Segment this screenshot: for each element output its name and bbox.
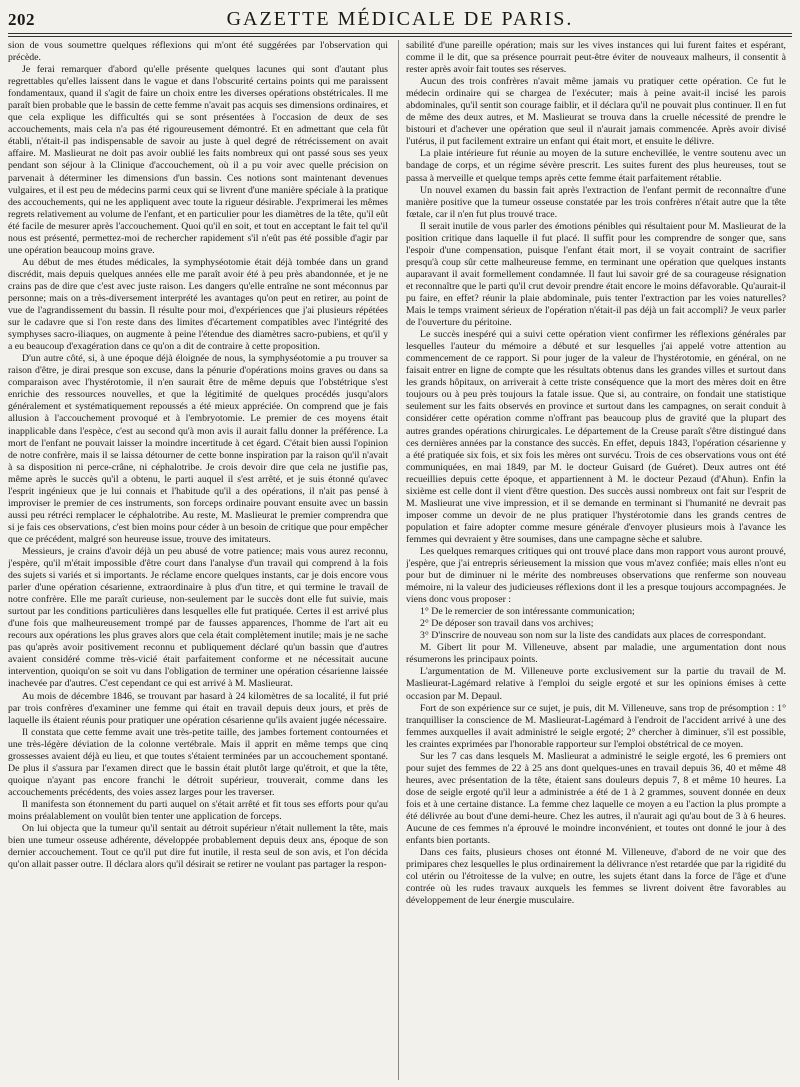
- paragraph: Je ferai remarquer d'abord qu'elle présente quelques lacunes qui sont d'autant plus regrettables qu'elles laissent dans le vague et dans l'obscurité certains points qui me paraissent fondamentaux, quand il s'agit de faire un choix entre les diverses opérations obstétricales. Il me paraît bien probable que le bassin de cette femme n'avait pas acquis ses dimensions ordinaires, et que cela explique les difficultés qui se sont présentées à l'occasion de deux de ses accouchements, mais cela n'a pas été rigoureusement démontré. Et en admettant que cela fût établi, n'était-il pas indispensable de savoir au juste à quel degré de rétrécissement on avait affaire. M. Maslieurat ne doit pas avoir oublié les faits nombreux qui ont passé sous ses yeux pendant son séjour à la Clinique d'accouchement, où il a pu voir avec quelle précision on parvenait à déterminer les dimensions d'un bassin. Ces notions sont maintenant devenues vulgaires, et il est peu de médecins parmi ceux qui se livrent d'une manière spéciale à la pratique des accouchements, qui ne les appliquent avec toute la rigueur désirable. J'exprimerai les mêmes regrets relativement au volume de l'enfant, et en particulier pour les diamètres de la tête, qu'il eût été facile de mesurer après l'accouchement. Quoi qu'il en soit, et tout en acceptant le fait tel qu'il nous est présenté, permettez-moi de rechercher rapidement s'il n'eût pas été possible d'agir par une opération beaucoup moins grave.: [8, 64, 388, 256]
- left-column: [8, 40, 388, 1080]
- paragraph: Au mois de décembre 1846, se trouvant par hasard à 24 kilomètres de sa localité, il fut prié par trois confrères d'examiner une femme qui était en travail depuis deux jours, et près de laquelle ils étaient réunis pour pratiquer une opération césarienne qu'ils avaient jugée nécessaire.: [8, 690, 388, 726]
- paragraph: Il manifesta son étonnement du parti auquel on s'était arrêté et fit tous ses efforts pour qu'au moins préalablement on voulût bien tenter une application de forceps.: [8, 798, 388, 822]
- paragraph: M. Gibert lit pour M. Villeneuve, absent par maladie, une argumentation dont nous résumerons les principaux points.: [406, 642, 786, 666]
- paragraph: Les quelques remarques critiques qui ont trouvé place dans mon rapport vous auront prouvé, j'espère, que j'ai entrepris sérieusement la mission que vous m'avez confiée; mais elles n'ont eu pour but de diminuer ni le mérite des nombreuses observations que renferme son nouveau mémoire, ni la valeur des judicieuses réflexions dont il les a presque toujours accompagnées. Je viens donc vous proposer :: [406, 545, 786, 606]
- paragraph: Au début de mes études médicales, la symphyséotomie était déjà tombée dans un grand discrédit, mais depuis quelques années elle me paraît avoir été à peu près abandonnée, et je ne crains pas de dire que c'est avec juste raison. Les dangers qu'elle entraîne ne sont méconnus par personne; mais on a très-diversement interprété les avantages qu'on peut en retirer, au point de vue de l'agrandissement du bassin. Il résulte pour moi, d'expériences que j'ai plusieurs répétées sur le cadavre que si l'on reste dans des limites d'écartement compatibles avec l'intégrité des symphyses sacro-iliaques, on augmente à peine l'étendue des diamètres sacro-pubiens, et qu'il y a eu beaucoup d'exagération dans ce qu'on a dit de contraire à cette proposition.: [8, 256, 388, 353]
- paragraph: Dans ces faits, plusieurs choses ont étonné M. Villeneuve, d'abord de ne voir que des primipares chez lesquelles le plus ordinairement la délivrance n'est retardée que par la rigidité du col utérin ou l'étroitesse de la vulve; en outre, les sujets étant dans la force de l'âge et d'une contrée où les rudes travaux auxquels les femmes se livrent doivent être favorables au développement de leur énergie musculaire.: [406, 847, 786, 907]
- paragraph: L'argumentation de M. Villeneuve porte exclusivement sur la partie du travail de M. Maslieurat-Lagémard relative à l'emploi du seigle ergoté et sur les opinions émises à cette occasion par M. Depaul.: [406, 666, 786, 702]
- list-item: 1° De le remercier de son intéressante communication;: [420, 606, 635, 618]
- paragraph: La plaie intérieure fut réunie au moyen de la suture enchevillée, le ventre soutenu avec un bandage de corps, et un régime sévère prescrit. Les suites furent des plus heureuses, tout se passa à merveille et quelque temps après cette femme était parfaitement rétablie.: [406, 148, 786, 184]
- paragraph: Il constata que cette femme avait une très-petite taille, des jambes fortement contournées et une très-légère déviation de la colonne vertébrale. Mais il apprit en même temps que cinq grossesses avaient déjà eu lieu, et que toutes s'étaient terminées par un accouchement spontané. De plus il s'assura par l'examen direct que le bassin était plutôt large qu'étroit, et que la tête, quoique n'ayant pas encore franchi le détroit supérieur, trouverait, comme dans les accouchements précédents, des voies assez larges pour les traverser.: [8, 726, 388, 798]
- paragraph: Sur les 7 cas dans lesquels M. Maslieurat a administré le seigle ergoté, les 6 premiers ont pour sujet des femmes de 22 à 25 ans dont quelques-unes en travail depuis 36, 40 et même 48 heures, avec présentation de la tête, étaient sans douleurs depuis 7, 8 et même 10 heures. La dose de seigle ergoté qu'il leur a administrée a été de 1 à 2 grammes, souvent donnée en deux fois et à une certaine distance. La femme chez laquelle ce moyen a eu l'action la plus prompte a été délivrée au bout d'une demi-heure. Chez les autres, il n'aurait agi qu'au bout de 3 à 6 heures. Aucune de ces femmes n'a éprouvé le moindre inconvénient, et toutes ont donné le jour à des enfants bien portants.: [406, 750, 786, 847]
- paragraph: Fort de son expérience sur ce sujet, je puis, dit M. Villeneuve, sans trop de présomption : 1° tranquilliser la conscience de M. Maslieurat-Lagémard à l'endroit de l'accident arrivé à une des femmes auxquelles il avait administré le seigle ergoté; 2° chercher à diminuer, s'il est possible, les craintes exprimées par l'honorable rapporteur sur l'emploi obstétrical de ce moyen.: [406, 702, 786, 750]
- list-item: 2° De déposer son travail dans vos archives;: [420, 618, 594, 630]
- paragraph: Un nouvel examen du bassin fait après l'extraction de l'enfant permit de reconnaître d'une manière positive que la tumeur osseuse constatée par les trois confrères n'était autre que la tête fœtale, car il n'en fut plus trouvé trace.: [406, 184, 786, 220]
- paragraph: sabilité d'une pareille opération; mais sur les vives instances qui lui furent faites et espérant, comme il le dit, que sa présence pourrait peut-être éviter de nouveaux malheurs, il consentit à rester après avoir fait toutes ses réserves.: [406, 40, 786, 76]
- paragraph: Le succès inespéré qui a suivi cette opération vient confirmer les réflexions générales par lesquelles l'auteur du mémoire a débuté et sur lesquelles j'ai appelé votre attention au commencement de ce rapport. Si pour juger de la valeur de l'hystérotomie, en général, on ne faisait entrer en ligne de compte que les résultats obtenus dans les grandes villes et surtout dans les grands hôpitaux, on arriverait à cette triste conséquence que la mort des mères doit en être toujours ou à peu près toujours la fatale issue. Que si, au contraire, on fondait une statistique seulement sur les faits observés en province et surtout dans les campagnes, on serait conduit à considérer cette opération comme n'offrant pas beaucoup plus de gravité que la plupart des autres grandes opérations chirurgicales. Le département de la Creuse paraît s'être distingué dans ces dernières années par la constance des succès. En effet, depuis 1843, l'opération césarienne y a été pratiquée six fois, et six fois les mères ont survécu. Trois de ces observations vous ont été communiquées, en mai 1849, par M. le docteur Guisard (de Guéret). Deux autres ont été recueillies depuis cette époque, et appartiennent à M. le docteur Pezaud (d'Ahun). Enfin la sixième est celle dont il vient d'être question. Des succès aussi nombreux ont fait sur l'esprit de M. Maslieurat une vive impression, et il se demande en terminant si l'humanité ne devrait pas imposer comme un devoir de ne plus pratiquer l'hystérotomie dans les grands centres de population et faire adopter comme mesure générale d'envoyer plusieurs mois à l'avance les femmes qui devraient y être soumises, dans une campagne sèche et salubre.: [406, 329, 786, 545]
- right-column: [406, 40, 786, 1080]
- paragraph: Aucun des trois confrères n'avait même jamais vu pratiquer cette opération. Ce fut le médecin ordinaire qui se chargea de l'exécuter; mais à peine avait-il incisé les parois abdominales, qu'il sentit son courage faiblir, et il déclara qu'il ne pouvait plus continuer. Il en fut de même des deux autres, et M. Maslieurat se trouva dans la cruelle nécessité de prendre le bistouri et d'achever une opération que seul il n'aurait jamais commencée. Après avoir divisé l'utérus, il put facilement extraire un enfant qui était mort, et ensuite le délivre.: [406, 76, 786, 148]
- page-header: [0, 0, 800, 34]
- list-item: 3° D'inscrire de nouveau son nom sur la liste des candidats aux places de correspondant.: [420, 630, 767, 642]
- page-number: 202: [8, 10, 35, 29]
- paragraph: On lui objecta que la tumeur qu'il sentait au détroit supérieur n'était nullement la tête, mais bien une tumeur osseuse adhérente, développée probablement depuis deux ans, époque de son dernier accouchement. Tout ce qu'il put dire fut inutile, il resta seul de son avis, et l'on décida qu'on allait passer outre. Il déclara alors qu'il désirait se retirer ne voulant pas partager la respon-: [8, 823, 388, 871]
- paragraph: Il serait inutile de vous parler des émotions pénibles qui résultaient pour M. Maslieurat de la position critique dans laquelle il fut placé. Il suffit pour les comprendre de songer que, sans l'espoir d'une compensation, puisque l'enfant était mort, il se voyait contraint de sacrifier presqu'à coup sûr cette malheureuse femme, en terminant une opération que quelques instants auparavant il avait formellement condamnée. Il faut lui savoir gré de sa courageuse résignation et reconnaître que le parti qu'il crut devoir prendre était encore le moins défavorable. Qu'aurait-il pu faire, en effet? réunir la plaie abdominale, puis tenter l'extraction par les voies naturelles? Mais le temps vraiment sérieux de l'opération n'était-il pas déjà un fait accompli? Je veux parler de l'ouverture du péritoine.: [406, 220, 786, 329]
- journal-title: GAZETTE MÉDICALE DE PARIS.: [226, 8, 574, 30]
- paragraph: D'un autre côté, si, à une époque déjà éloignée de nous, la symphyséotomie a pu trouver sa raison d'être, je dirai presque son excuse, dans la pénurie d'opérations moins graves ou dans sa comparaison avec l'hystérotomie, il n'en saurait être de même depuis que l'obstétrique s'est enrichie des ressources nouvelles, et que la légitimité de quelques procédés jusqu'alors généralement et systématiquement repoussés a été mieux appréciée. On comprend que je fais allusion à l'accouchement provoqué et à l'embryotomie. Le premier de ces moyens était inapplicable dans l'espèce, c'est au second qu'à mon avis il aurait fallu donner la préférence. La mort de l'enfant ne pouvait laisser la moindre incertitude à cet égard. C'était bien aussi l'opinion de notre confrère, mais il se laissa détourner de cette bonne inspiration par la raison qu'il n'avait à sa disposition ni perce-crâne, ni céphalotribe. Je crois devoir dire que cela ne justifie pas, même après le succès qu'il a obtenu, le parti auquel il s'est arrêté, et je suis étonné qu'avec l'esprit ingénieux que je lui connais et l'habitude qu'il a des opérations, il n'ait pas pensé à improviser le premier de ces instruments, son forceps ordinaire pouvant ensuite avec un bassin aussi peu rétréci remplacer le céphalotribe. Au reste, M. Maslieurat le premier comprendra que si je fais ces observations, c'est bien moins pour céder à un besoin de critique que pour empêcher que ce précédent, malgré son heureuse issue, trouve des imitateurs.: [8, 353, 388, 545]
- paragraph: sion de vous soumettre quelques réflexions qui m'ont été suggérées par l'observation qui précède.: [8, 40, 388, 64]
- header-rule: [8, 33, 792, 37]
- column-separator: [398, 40, 399, 1080]
- paragraph: Messieurs, je crains d'avoir déjà un peu abusé de votre patience; mais vous aurez reconnu, j'espère, qu'il m'était impossible d'être court dans l'analyse d'un travail qui comprend à la fois des sujets si variés et si importants. Je réclame encore quelques instants, car je dois encore vous parler d'une opération césarienne, extraordinaire à plus d'un titre, et qui termine le travail de notre confrère. Elle me paraît curieuse, non-seulement par le succès dont elle fut suivie, mais surtout par les conditions particulières dans lesquelles elle fut pratiquée. Certes il est arrivé plus d'une fois que malheureusement trompé par de fausses apparences, l'homme de l'art ait eu recours aux opérations les plus graves alors que cela était complètement inutile; mais je ne sache pas qu'après avoir positivement reconnu et publiquement déclaré qu'un bassin que d'autres avaient considéré comme très-vicié était parfaitement conforme et ne nécessitait aucune intervention, quoiqu'on se soit vu dans l'obligation de terminer une opération césarienne laissée inachevée par d'autres. C'est cependant ce qui est arrivé à M. Maslieurat.: [8, 545, 388, 690]
